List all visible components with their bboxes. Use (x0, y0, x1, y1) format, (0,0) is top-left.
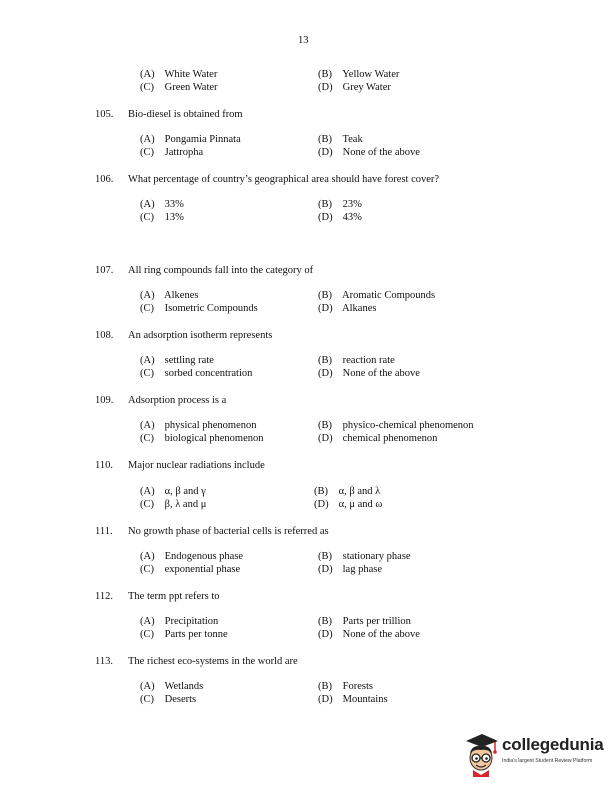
mascot-icon (462, 731, 500, 777)
option-d: (D) 43% (318, 212, 362, 223)
option-d: (D) None of the above (318, 368, 420, 379)
option-a: (A) Endogenous phase (140, 551, 244, 562)
option-c: (C) β, λ and μ (140, 499, 207, 510)
question-number: 106. (95, 174, 114, 185)
option-b: (B) reaction rate (318, 355, 395, 366)
option-d: (D) α, μ and ω (314, 499, 383, 510)
question-number: 111. (95, 526, 113, 537)
option-a: (A) 33% (140, 199, 184, 210)
option-c: (C) biological phenomenon (140, 433, 264, 444)
question-text: Adsorption process is a (128, 395, 227, 406)
option-b: (B) Yellow Water (318, 69, 400, 80)
option-a: (A) physical phenomenon (140, 420, 257, 431)
option-d: (D) Alkanes (318, 303, 377, 314)
question-text: Major nuclear radiations include (128, 460, 265, 471)
question-text: The richest eco-systems in the world are (128, 656, 298, 667)
logo-tagline: India's largest Student Review Platform (502, 758, 593, 764)
option-c: (C) Jattropha (140, 147, 204, 158)
collegedunia-logo[interactable] (462, 731, 602, 777)
option-c: (C) Deserts (140, 694, 197, 705)
option-d: (D) None of the above (318, 147, 420, 158)
question-number: 112. (95, 591, 113, 602)
option-d: (D) Mountains (318, 694, 388, 705)
question-number: 110. (95, 460, 113, 471)
page-number: 13 (298, 35, 309, 46)
option-b: (B) Teak (318, 134, 363, 145)
option-d: (D) chemical phenomenon (318, 433, 438, 444)
option-c: (C) Parts per tonne (140, 629, 228, 640)
option-d: (D) Grey Water (318, 82, 391, 93)
option-b: (B) α, β and λ (314, 486, 381, 497)
option-b: (B) physico-chemical phenomenon (318, 420, 474, 431)
question-number: 107. (95, 265, 114, 276)
option-b: (B) Forests (318, 681, 373, 692)
option-a: (A) settling rate (140, 355, 214, 366)
question-text: The term ppt refers to (128, 591, 220, 602)
option-d: (D) None of the above (318, 629, 420, 640)
question-number: 105. (95, 109, 114, 120)
question-number: 113. (95, 656, 113, 667)
question-text: No growth phase of bacterial cells is referred as (128, 526, 329, 537)
option-a: (A) α, β and γ (140, 486, 206, 497)
option-a: (A) Wetlands (140, 681, 204, 692)
option-b: (B) Parts per trillion (318, 616, 411, 627)
question-number: 108. (95, 330, 114, 341)
question-text: All ring compounds fall into the category of (128, 265, 314, 276)
option-b: (B) 23% (318, 199, 362, 210)
option-c: (C) sorbed concentration (140, 368, 253, 379)
option-b: (B) Aromatic Compounds (318, 290, 436, 301)
option-c: (C) Isometric Compounds (140, 303, 258, 314)
option-a: (A) Pongamia Pinnata (140, 134, 241, 145)
option-a: (A) Alkenes (140, 290, 199, 301)
question-text: What percentage of country’s geographical area should have forest cover? (128, 174, 440, 185)
option-c: (C) exponential phase (140, 564, 241, 575)
option-b: (B) stationary phase (318, 551, 411, 562)
logo-wordmark: collegedunia (502, 735, 604, 754)
question-text: Bio-diesel is obtained from (128, 109, 243, 120)
question-number: 109. (95, 395, 114, 406)
option-c: (C) Green Water (140, 82, 218, 93)
option-d: (D) lag phase (318, 564, 382, 575)
option-c: (C) 13% (140, 212, 184, 223)
question-text: An adsorption isotherm represents (128, 330, 273, 341)
option-a: (A) White Water (140, 69, 218, 80)
option-a: (A) Precipitation (140, 616, 219, 627)
